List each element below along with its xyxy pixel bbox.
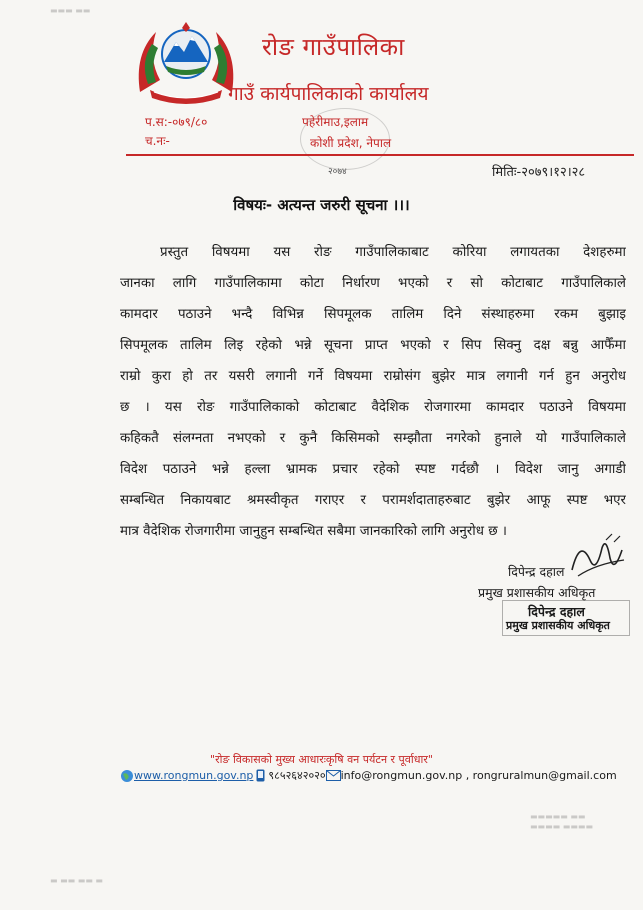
header-divider [126, 154, 634, 156]
signatory-title: प्रमुख प्रशासकीय अधिकृत [478, 585, 596, 600]
body-line: कहिकतै संलग्नता नभएको र कुनै किसिमको सम्झौता नगरेको हुनाले यो गाउँपालिकाले [120, 431, 626, 446]
body-line: मात्र वैदेशिक रोजगारीमा जानुहुन सम्बन्धित सबैमा जानकारिको लागि अनुरोध छ । [120, 524, 507, 539]
globe-icon [120, 769, 134, 783]
stamp-title: प्रमुख प्रशासकीय अधिकृत [506, 619, 610, 632]
bleed-through-mark: ▬ ▬▬ ▬▬ ▬ [50, 876, 103, 885]
signatory-name: दिपेन्द्र दहाल [508, 564, 565, 579]
bleed-through-mark: ▬▬▬▬▬ ▬▬ [530, 812, 586, 821]
website-link[interactable]: www.rongmun.gov.np [134, 769, 254, 782]
address-line-2: कोशी प्रदेश, नेपाल [310, 136, 392, 150]
municipality-title: रोङ गाउँपालिका [262, 33, 405, 61]
body-line: कामदार पठाउने भन्दै विभिन्न सिपमूलक तालिम दिने संस्थाहरुमा रकम बुझाइ [120, 307, 626, 322]
footer-motto: "रोङ विकासको मुख्य आधारःकृषि वन पर्यटन र पूर्वाधार" [210, 753, 433, 766]
email-addresses[interactable]: info@rongmun.gov.np , rongruralmun@gmail.com [340, 769, 617, 782]
footer-contact [120, 768, 617, 783]
body-line: सिपमूलक तालिम लिइ रहेको भन्ने सूचना प्राप्त भएको र सिप सिक्नु दक्ष बन्नु आफैँमा [120, 338, 626, 353]
stamp-year: २०७४ [328, 167, 347, 177]
stamp-name: दिपेन्द्र दहाल [528, 604, 585, 619]
body-line: विदेश पठाउने भन्ने हल्ला भ्रामक प्रचार रहेको स्पष्ट गर्दछौ । विदेश जानु अगाडी [120, 462, 626, 477]
signature-scribble [566, 530, 628, 586]
body-line: सम्बन्धित निकायबाट श्रमस्वीकृत गराएर र परामर्शदाताहरुबाट बुझेर आफू स्पष्ट भएर [120, 493, 626, 508]
body-line: छ । यस रोङ गाउँपालिकाको कोटाबाट वैदेशिक रोजगारमा कामदार पठाउने विषयमा [120, 400, 626, 415]
nepal-emblem-icon [130, 14, 242, 104]
dispatch-number: च.नः- [145, 134, 170, 148]
body-line: राम्रो कुरा हो तर यसरी लगानी गर्ने विषयमा राम्रोसंग बुझेर मात्र लगानी गर्न हुन अनुरोध [120, 369, 626, 384]
address-line-1: पहेरीमाउ,इलाम [302, 115, 369, 129]
bleed-through-mark: ▬▬▬▬ ▬▬▬▬ [530, 822, 594, 831]
mail-icon [326, 770, 341, 781]
bleed-through-mark: ▬▬▬ ▬▬ [50, 6, 91, 15]
body-paragraph [120, 237, 626, 547]
subject-heading: विषयः- अत्यन्त जरुरी सूचना ।।। [233, 196, 410, 214]
phone-icon [256, 769, 265, 782]
body-line: जानका लागि गाउँपालिकामा कोटा निर्धारण भएको र सो कोटाबाट गाउँपालिकाले [120, 276, 626, 291]
body-line: प्रस्तुत विषयमा यस रोङ गाउँपालिकाबाट कोरिया लगायतका देशहरुमा [160, 245, 626, 260]
reference-number: प.स:-०७९/८० [145, 115, 208, 129]
office-title: गाउँ कार्यपालिकाको कार्यालय [228, 83, 429, 105]
phone-number: ९८५२६४२०२० [268, 769, 326, 782]
letter-date: मितिः-२०७९।१२।२८ [492, 165, 586, 180]
